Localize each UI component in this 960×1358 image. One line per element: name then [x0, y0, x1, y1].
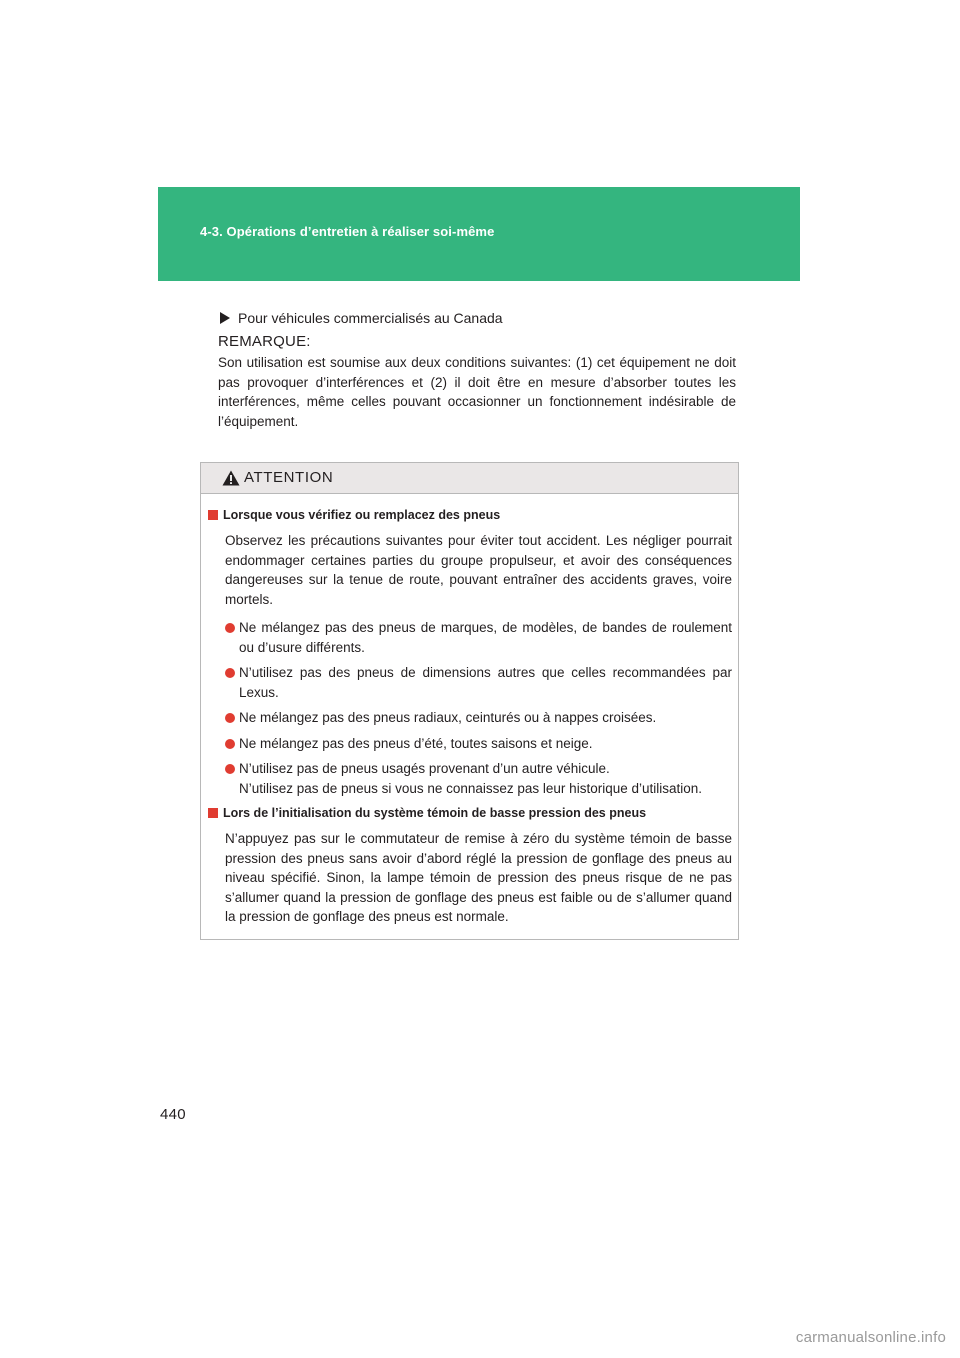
- watermark: carmanualsonline.info: [795, 1329, 946, 1346]
- warning-header: [201, 463, 738, 494]
- list-item-text: [239, 759, 732, 798]
- list-item: [225, 759, 732, 798]
- bullet-dot-icon: [225, 764, 235, 774]
- list-item: [225, 663, 732, 702]
- list-item-line: N’utilisez pas de pneus si vous ne connaissez pas leur historique d’utilisation.: [239, 780, 703, 796]
- list-item: [225, 734, 732, 754]
- section-heading: [208, 508, 732, 522]
- remarque-title: REMARQUE:: [218, 333, 311, 350]
- list-item-line: N’utilisez pas de pneus usagés provenant d’un autre véhicule.: [239, 761, 610, 776]
- list-item-text: Ne mélangez pas des pneus de marques, de modèles, de bandes de roulement ou d’usure différents.: [239, 620, 732, 655]
- list-item-text: N’utilisez pas des pneus de dimensions autres que celles recommandées par Lexus.: [239, 665, 732, 700]
- remarque-body: Son utilisation est soumise aux deux conditions suivantes: (1) cet équipement ne doit pas provoquer d’interférences et (2) il doit être en mesure d’absorber toutes les interférences, même celles pouvant occasionner un fonctionnement indésirable de l’équipement.: [218, 355, 736, 429]
- bullet-dot-icon: [225, 668, 235, 678]
- warning-content: [201, 494, 738, 927]
- section-paragraph: N’appuyez pas sur le commutateur de remise à zéro du système témoin de basse pression des pneus sans avoir d’abord réglé la pression de gonflage des pneus au niveau spécifié. Sinon, la lampe témoin de pression des pneus risque de ne pas s’allumer quand la pression de gonflage des pneus est faible ou de s’allumer quand la pression de gonflage des pneus est normale.: [225, 831, 732, 924]
- warning-triangle-icon: [222, 470, 240, 486]
- list-item-text: Ne mélangez pas des pneus radiaux, ceinturés ou à nappes croisées.: [239, 710, 657, 725]
- region-note: [220, 310, 503, 326]
- list-item: [225, 708, 732, 728]
- arrow-right-icon: [220, 312, 230, 324]
- bullet-dot-icon: [225, 623, 235, 633]
- page-number: 440: [160, 1106, 186, 1123]
- section-title: 4-3. Opérations d’entretien à réaliser soi-même: [200, 224, 495, 239]
- header-band: [158, 187, 800, 281]
- list-item: [225, 618, 732, 657]
- list-item-text: Ne mélangez pas des pneus d’été, toutes saisons et neige.: [239, 735, 593, 751]
- section-heading-text: Lors de l’initialisation du système témoin de basse pression des pneus: [223, 806, 647, 820]
- region-label: Pour véhicules commercialisés au Canada: [238, 310, 503, 326]
- section-heading: [208, 806, 732, 820]
- bullet-dot-icon: [225, 739, 235, 749]
- square-bullet-icon: [208, 808, 218, 818]
- section-heading-text: Lorsque vous vérifiez ou remplacez des pneus: [223, 508, 501, 522]
- warning-box: [200, 462, 739, 940]
- warning-title: ATTENTION: [244, 469, 334, 486]
- square-bullet-icon: [208, 510, 218, 520]
- section-paragraph: Observez les précautions suivantes pour éviter tout accident. Les négliger pourrait endommager certaines parties du groupe propulseur, et avoir des conséquences dangereuses sur la tenue de route, pouvant entraîner des accidents graves, voire mortels.: [225, 533, 732, 607]
- bullet-dot-icon: [225, 713, 235, 723]
